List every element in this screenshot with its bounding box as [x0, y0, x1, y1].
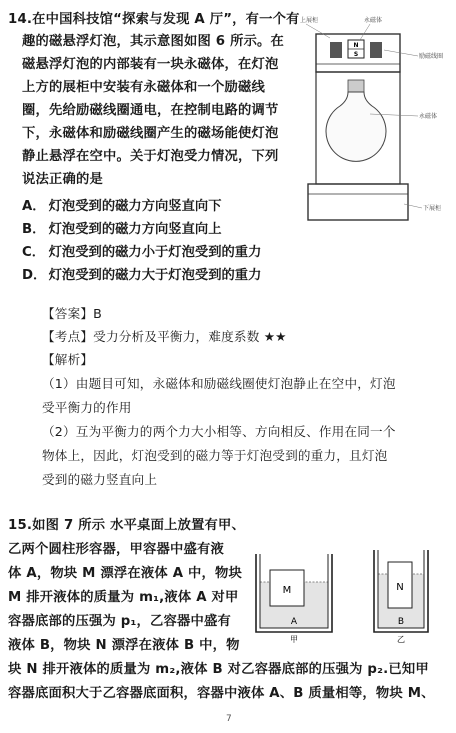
label-lower-cabinet: 下展柜 — [423, 205, 442, 212]
page-number: 7 — [226, 714, 232, 724]
container-yi — [374, 550, 428, 644]
option-d-letter: D． — [22, 268, 47, 283]
q14-line-2: 趣的磁悬浮灯泡，其示意图如图 6 所示。在 — [22, 34, 285, 49]
option-a-letter: A． — [22, 199, 46, 214]
block-n-label: N — [396, 582, 404, 593]
q14-line-8: 说法正确的是 — [22, 172, 103, 187]
coil-left — [330, 42, 342, 58]
option-c-letter: C． — [22, 245, 46, 260]
analysis-line-1: （1）由题目可知，永磁体和励磁线圈使灯泡静止在空中，灯泡 — [42, 376, 396, 391]
option-c-text: 灯泡受到的磁力小于灯泡受到的重力 — [48, 245, 262, 260]
label-bulb-magnet: 永磁体 — [419, 113, 438, 120]
option-b — [22, 220, 222, 240]
q14-line-5: 圈，先给励磁线圈通电，在控制电路的调节 — [22, 103, 279, 118]
label-coil: 励磁线圈 — [419, 53, 444, 60]
analysis-line-2: 受平衡力的作用 — [42, 400, 132, 415]
q14-line-6: 下，永磁体和励磁线圈产生的磁场能使灯泡 — [22, 126, 279, 141]
label-yi: 乙 — [397, 635, 405, 644]
option-d-text: 灯泡受到的磁力大于灯泡受到的重力 — [48, 268, 262, 283]
q15-line-4: M 排开液体的质量为 m₁,液体 A 对甲 — [8, 590, 239, 605]
q15-line-6: 液体 B，物块 N 漂浮在液体 B 中，物 — [8, 638, 240, 653]
option-b-text: 灯泡受到的磁力方向竖直向上 — [48, 222, 222, 237]
q15-line-8: 容器底面积大于乙容器底面积，容器中液体 A、B 质量相等，物块 M、 — [8, 686, 435, 701]
q14-line-3: 磁悬浮灯泡的内部装有一块永磁体，在灯泡 — [22, 57, 279, 72]
bulb-glass — [326, 92, 386, 161]
q14-line-1: 14.在中国科技馆“探索与发现 A 厅”，有一个有 — [8, 12, 300, 27]
figure-levitating-bulb — [300, 14, 450, 224]
analysis-line-4: 物体上，因此，灯泡受到的磁力等于灯泡受到的重力，且灯泡 — [42, 448, 388, 463]
topic-line: 【考点】受力分析及平衡力，难度系数 ★★ — [42, 329, 287, 344]
q15-line-3: 体 A，物块 M 漂浮在液体 A 中，物块 — [8, 566, 243, 581]
label-top-magnet: 永磁体 — [364, 17, 383, 24]
analysis-title: 【解析】 — [42, 352, 94, 367]
q14-line-7: 静止悬浮在空中。关于灯泡受力情况，下列 — [22, 149, 279, 164]
figure-two-containers — [250, 540, 440, 645]
analysis-line-5: 受到的磁力竖直向上 — [42, 472, 158, 487]
answer-line: 【答案】B — [42, 306, 103, 321]
coil-right — [370, 42, 382, 58]
label-upper-cabinet: 上展柜 — [300, 17, 319, 24]
liquid-b-label: B — [397, 617, 405, 627]
liquid-a-label: A — [290, 617, 298, 627]
option-a-text: 灯泡受到的磁力方向竖直向下 — [48, 199, 222, 214]
magnet-n-label: N — [353, 42, 359, 49]
q15-line-5: 容器底部的压强为 p₁，乙容器中盛有 — [8, 614, 232, 629]
container-jia — [256, 554, 332, 644]
option-b-letter: B． — [22, 222, 46, 237]
option-d — [22, 266, 261, 286]
analysis-line-3: （2）互为平衡力的两个力大小相等、方向相反、作用在同一个 — [42, 424, 396, 439]
lower-cabinet — [308, 184, 408, 220]
q15-line-1: 15.如图 7 所示 水平桌面上放置有甲、 — [8, 518, 246, 533]
option-a — [22, 197, 222, 217]
magnet-s-label: S — [353, 51, 359, 58]
q14-line-4: 上方的展柜中安装有永磁体和一个励磁线 — [22, 80, 265, 95]
label-jia: 甲 — [290, 635, 298, 644]
q15-line-7: 块 N 排开液体的质量为 m₂,液体 B 对乙容器底部的压强为 p₂.已知甲 — [8, 662, 429, 677]
option-c — [22, 243, 261, 263]
q15-line-2: 乙两个圆柱形容器，甲容器中盛有液 — [8, 542, 224, 557]
bulb-cap — [348, 80, 364, 92]
block-m-label: M — [282, 585, 292, 596]
